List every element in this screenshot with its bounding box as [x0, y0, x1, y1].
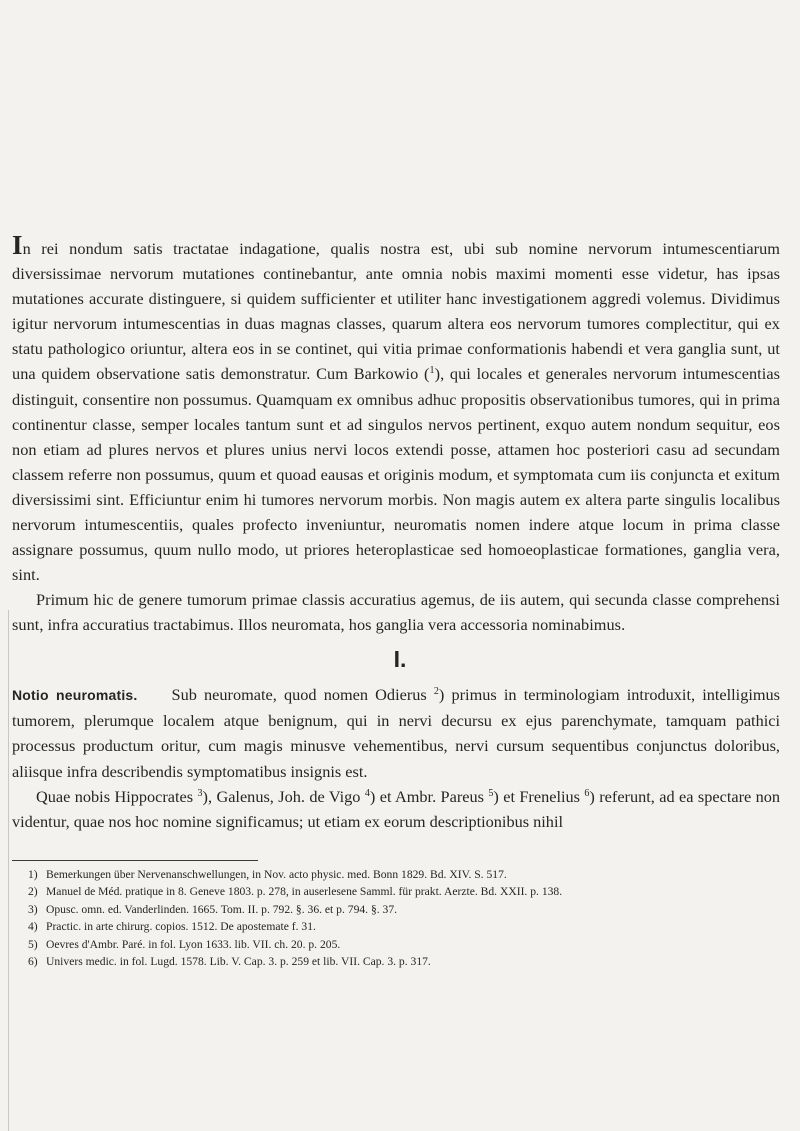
section-p2-part-a: Quae nobis Hippocrates — [36, 786, 194, 806]
footnote-text: Univers medic. in fol. Lugd. 1578. Lib. V. Cap. 3. p. 259 et lib. VII. Cap. 3. p. 317. — [46, 955, 431, 969]
footnote-number: 2) — [28, 885, 38, 899]
footnote-divider — [12, 860, 258, 861]
footnote-number: 3) — [28, 902, 38, 916]
section-p2-part-e: referunt, ad ea spectare non videntur, quae nos hoc nomine significamus; ut etiam ex eorum descriptionibus nihil — [12, 786, 781, 832]
intro-text-part-2: , qui locales et generales nervorum intumescentias distinguit, consentire non possumus. Quamquam ex omnibus adhuc propositis observationibus tumores, qui in prima continentur classe, semper locales tantum sunt et ad singulos nervos pertinent, exquo autem nondum sequitur, eos non etiam ad plures nervos et plures unius nervi locos extendi posse, attamen hoc posteriori casu ad secundam classem referre non possumus, quum et quoad eausas et originis modum, et symptomata cum iis conjuncta et exitum diversissimi sint. Efficiuntur enim hi tumores nervorum morbis. Non magis autem ex altera parte singulis localibus nervorum intumescentiis, quales profecto inveniuntur, neuromatis nomen indere atque locum in prima classe assignare possumus, quum nullo modo, ut priores heteroplasticae sed homoeoplasticae formationes, ganglia vera, sint. — [12, 364, 780, 585]
footnote-ref-2: 2 — [433, 686, 439, 697]
intro-paragraph-2: Primum hic de genere tumorum primae classis accuratius agemus, de iis autem, qui secunda classe comprehensi sunt, infra accuratius tractabimus. Illos neuromata, hos ganglia vera accessoria nominabimus. — [12, 590, 780, 635]
section-p2-part-d: et Frenelius — [503, 786, 580, 806]
footnote-ref-4: 4 — [364, 787, 370, 799]
footnote-ref-5: 5 — [488, 787, 494, 799]
section-p1-part-a: Sub neuromate, quod nomen Odierus — [171, 685, 427, 704]
footnotes — [28, 866, 788, 970]
footnote-ref-1: 1 — [429, 365, 435, 377]
footnote-number: 1) — [28, 868, 38, 881]
intro-text-part-1: n rei nondum satis tractatae indagatione, qualis nostra est, ubi sub nomine nervorum intumescentiarum diversissimae nervorum mutationes continebantur, ante omnia nobis maximi momenti esse videtur, has ipsas mutationes accurate distinguere, si quidem sufficienter et utiliter hanc investigationem aggredi volemus. Dividimus igitur nervorum intumescentias in duas magnas classes, quarum altera eos nervorum tumores complectitur, qui ex statu pathologico oriuntur, altera eos in se continet, qui vitia primae conformationis habendi et vera ganglia sunt, ut una quidem observatione satis demonstratur. Cum Barkowio — [12, 239, 780, 384]
footnote-text: Practic. in arte chirurg. copios. 1512. De apostemate f. 31. — [46, 920, 316, 934]
footnote-ref-6: 6 — [584, 787, 590, 799]
footnote-item — [28, 901, 788, 918]
section-paragraph-2: Quae nobis Hippocrates $^3$), Galenus, Joh. de Vigo $^4$) et Ambr. Pareus $^5$) et Frenelius $^6$) referunt, ad ea spectare non videntur, quae nos hoc nomine significamus; ut etiam ex eorum descriptionibus nihil — [12, 786, 781, 832]
intro-text — [12, 230, 780, 638]
section-rubric: Notio neuromatis. — [12, 687, 138, 703]
intro-paragraph-1: In rei nondum satis tractatae indagatione, qualis nostra est, ubi sub nomine nervorum intumescentiarum diversissimae nervorum mutationes continebantur, ante omnia nobis maximi momenti esse videtur, has ipsas mutationes accurate distinguere, si quidem sufficienter et utiliter hanc investigationem aggredi volemus. Dividimus igitur nervorum intumescentias in duas magnas classes, quarum altera eos nervorum tumores complectitur, qui ex statu pathologico oriuntur, altera eos in se continet, qui vitia primae conformationis habendi et vera ganglia sunt, ut una quidem observatione satis demonstratur. Cum Barkowio ($^1$), qui locales et generales nervorum intumescentias distinguit, consentire non possumus. Quamquam ex omnibus adhuc propositis observationibus tumores, qui in prima continentur classe, semper locales tantum sunt et ad singulos nervos pertinent, exquo autem nondum sequitur, eos non etiam ad plures nervos et plures unius nervi locos extendi posse, attamen hoc posteriori casu ad secundam classem referre non possumus, quum et quoad eausas et originis modum, et symptomata cum iis conjuncta et exitum diversissimi sint. Efficiuntur enim hi tumores nervorum morbis. Non magis autem ex altera parte singulis localibus nervorum intumescentiis, quales profecto inveniuntur, neuromatis nomen indere atque locum in prima classe assignare possumus, quum nullo modo, ut priores heteroplasticae sed homoeoplasticae formationes, ganglia vera, sint. — [12, 230, 780, 585]
footnote-number: 6) — [28, 955, 38, 969]
footnote-ref-3: 3 — [197, 787, 203, 799]
footnote-text: Manuel de Méd. pratique in 8. Geneve 1803. p. 278, in auserlesene Samml. für prakt. Aerzte. Bd. XXII. p. 138. — [46, 885, 563, 899]
footnote-number: 5) — [28, 937, 38, 951]
page-edge-shadow — [8, 610, 9, 1131]
footnote-number: 4) — [28, 920, 38, 934]
footnote-item — [28, 866, 788, 883]
footnote-item — [28, 883, 788, 900]
footnote-item — [28, 936, 788, 953]
section-p2-part-c: et Ambr. Pareus — [379, 786, 484, 806]
drop-cap: I — [12, 230, 23, 260]
section-text — [12, 682, 780, 834]
section-p2-part-b: , Galenus, Joh. de Vigo — [207, 786, 361, 806]
section-p1-part-b: primus in terminologiam introduxit, intelligimus tumorem, plerumque localem atque benignum, qui in nervi decursu ex ejus parenchymate, tamquam pathici processus productum oritur, cum magis minusve vehementibus, nervi cursum sequentibus conjunctus doloribus, aliisque infra describendis symptomatibus insignis est. — [12, 685, 780, 781]
footnote-text: Bemerkungen über Nervenanschwellungen, in Nov. acto physic. med. Bonn 1829. Bd. XIV. S. 517. — [46, 868, 507, 881]
footnote-text: Oevres d'Ambr. Paré. in fol. Lyon 1633. lib. VII. ch. 20. p. 205. — [46, 937, 341, 951]
section-paragraph-1: Notio neuromatis. Sub neuromate, quod nomen Odierus $^2$) primus in terminologiam introduxit, intelligimus tumorem, plerumque localem atque benignum, qui in nervi decursu ex ejus parenchymate, tamquam pathici processus productum oritur, cum magis minusve vehementibus, nervi cursum sequentibus conjunctus doloribus, aliisque infra describendis symptomatibus insignis est. — [12, 685, 780, 781]
footnote-text: Opusc. omn. ed. Vanderlinden. 1665. Tom. II. p. 792. §. 36. et p. 794. §. 37. — [46, 902, 398, 916]
footnote-item — [28, 953, 788, 970]
footnote-item — [28, 918, 788, 935]
section-number: I. — [393, 646, 407, 672]
